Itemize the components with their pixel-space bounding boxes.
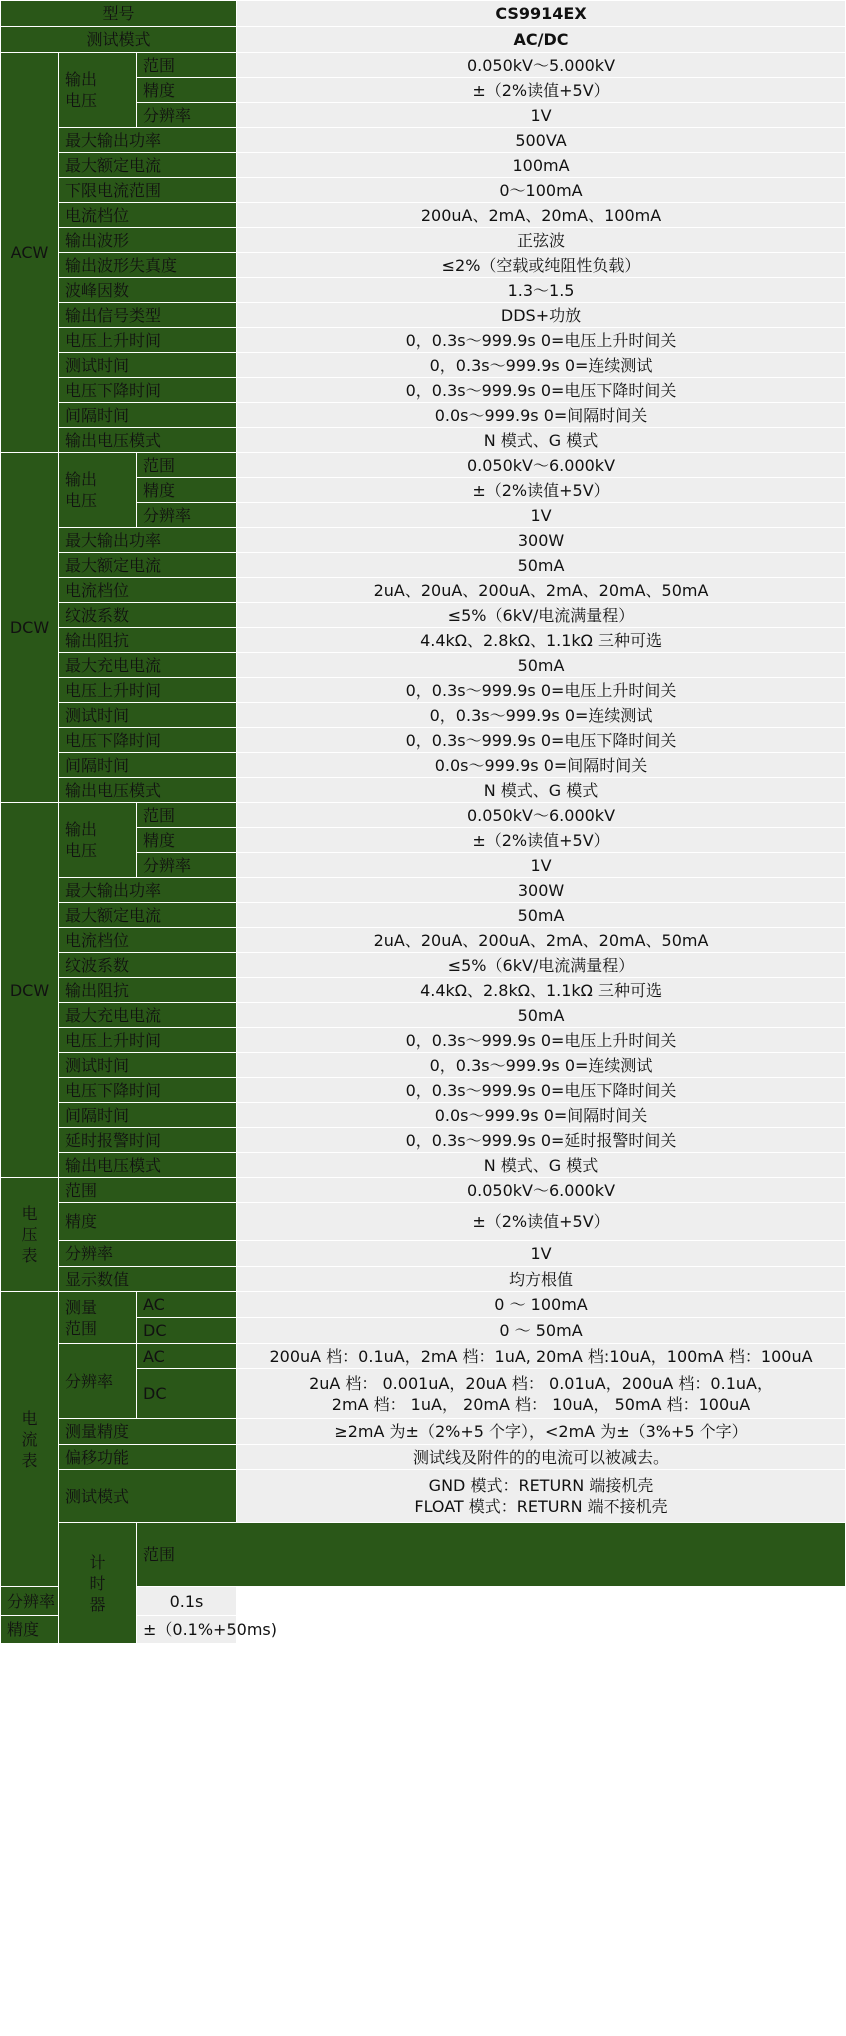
acw-row-value: 0.0s～999.9s 0=间隔时间关 xyxy=(237,403,846,428)
dcw-2-range-value: 0.050kV～6.000kV xyxy=(237,803,846,828)
ammeter-res-dc-value-line-1: 2uA 档： 0.001uA，20uA 档： 0.01uA，200uA 档：0.1uA， xyxy=(309,1373,773,1393)
dcw-1-row-label: 间隔时间 xyxy=(59,753,237,778)
table-row xyxy=(1,1267,846,1292)
table-row xyxy=(1,1203,846,1241)
table-row xyxy=(1,728,846,753)
dcw-1-row-label: 最大充电电流 xyxy=(59,653,237,678)
table-row xyxy=(1,803,846,828)
dcw-1-row-label: 测试时间 xyxy=(59,703,237,728)
acw-row-value: 500VA xyxy=(237,128,846,153)
acw-row-value: N 模式、G 模式 xyxy=(237,428,846,453)
table-row xyxy=(1,1587,846,1616)
acw-row-value: DDS+功放 xyxy=(237,303,846,328)
dcw-2-row-label: 测试时间 xyxy=(59,1053,237,1078)
acw-row-value: 0，0.3s～999.9s 0=电压下降时间关 xyxy=(237,378,846,403)
acw-row-value: 0，0.3s～999.9s 0=连续测试 xyxy=(237,353,846,378)
dcw-2-row-label: 电压下降时间 xyxy=(59,1078,237,1103)
table-row xyxy=(1,553,846,578)
acw-accuracy-label: 精度 xyxy=(137,78,237,103)
acw-row-label: 波峰因数 xyxy=(59,278,237,303)
dcw-1-resolution-value: 1V xyxy=(237,503,846,528)
timer-accuracy-value: ±（0.1%+50ms) xyxy=(137,1616,237,1644)
acw-row-label: 电压下降时间 xyxy=(59,378,237,403)
dcw-2-row-label: 纹波系数 xyxy=(59,953,237,978)
acw-row-label: 输出信号类型 xyxy=(59,303,237,328)
table-row xyxy=(1,1445,846,1470)
voltmeter-range-value: 0.050kV～6.000kV xyxy=(237,1178,846,1203)
acw-row-value: 1.3～1.5 xyxy=(237,278,846,303)
model-label: 型号 xyxy=(1,1,237,27)
voltmeter-section-label: 电 压 表 xyxy=(1,1178,59,1292)
dcw-2-row-value: 4.4kΩ、2.8kΩ、1.1kΩ 三种可选 xyxy=(237,978,846,1003)
table-row xyxy=(1,978,846,1003)
dcw-2-row-label: 电流档位 xyxy=(59,928,237,953)
voltmeter-range-label: 范围 xyxy=(59,1178,237,1203)
acw-row-value: ≤2%（空载或纯阻性负载） xyxy=(237,253,846,278)
dcw-1-row-label: 输出电压模式 xyxy=(59,778,237,803)
dcw-2-row-value: 0.0s～999.9s 0=间隔时间关 xyxy=(237,1103,846,1128)
table-row xyxy=(1,203,846,228)
ammeter-range-dc-label: DC xyxy=(137,1318,237,1344)
ammeter-test-mode-value-line-2: FLOAT 模式：RETURN 端不接机壳 xyxy=(414,1497,668,1516)
ammeter-res-dc-value xyxy=(237,1369,846,1419)
dcw-1-row-value: 4.4kΩ、2.8kΩ、1.1kΩ 三种可选 xyxy=(237,628,846,653)
ammeter-accuracy-label: 测量精度 xyxy=(59,1419,237,1445)
dcw-1-row-value: ≤5%（6kV/电流满量程） xyxy=(237,603,846,628)
table-row xyxy=(1,1028,846,1053)
dcw-1-resolution-label: 分辨率 xyxy=(137,503,237,528)
ammeter-res-ac-label: AC xyxy=(137,1344,237,1369)
voltmeter-display-value: 均方根值 xyxy=(237,1267,846,1292)
voltmeter-accuracy-label: 精度 xyxy=(59,1203,237,1241)
dcw-2-row-label: 输出阻抗 xyxy=(59,978,237,1003)
acw-row-label: 间隔时间 xyxy=(59,403,237,428)
dcw-2-row-label: 电压上升时间 xyxy=(59,1028,237,1053)
acw-resolution-label: 分辨率 xyxy=(137,103,237,128)
table-row xyxy=(1,228,846,253)
dcw-1-row-value: 0，0.3s～999.9s 0=连续测试 xyxy=(237,703,846,728)
dcw-1-row-value: 0，0.3s～999.9s 0=电压下降时间关 xyxy=(237,728,846,753)
dcw-1-row-value: 50mA xyxy=(237,653,846,678)
dcw-1-row-label: 最大额定电流 xyxy=(59,553,237,578)
dcw-1-row-value: 300W xyxy=(237,528,846,553)
dcw-2-accuracy-value: ±（2%读值+5V） xyxy=(237,828,846,853)
dcw-1-accuracy-value: ±（2%读值+5V） xyxy=(237,478,846,503)
dcw-1-row-value: 0，0.3s～999.9s 0=电压上升时间关 xyxy=(237,678,846,703)
ammeter-resolution-label: 分辨率 xyxy=(59,1344,137,1419)
acw-row-value: 100mA xyxy=(237,153,846,178)
table-row xyxy=(1,128,846,153)
dcw-2-row-value: 2uA、20uA、200uA、2mA、20mA、50mA xyxy=(237,928,846,953)
dcw-2-row-value: N 模式、G 模式 xyxy=(237,1153,846,1178)
dcw-2-row-label: 最大额定电流 xyxy=(59,903,237,928)
table-row xyxy=(1,1103,846,1128)
dcw-1-row-label: 输出阻抗 xyxy=(59,628,237,653)
dcw-2-row-value: 50mA xyxy=(237,1003,846,1028)
acw-output-voltage-label: 输出 电压 xyxy=(59,53,137,128)
table-row xyxy=(1,578,846,603)
dcw-2-resolution-value: 1V xyxy=(237,853,846,878)
dcw-2-output-voltage-label: 输出 电压 xyxy=(59,803,137,878)
dcw-1-row-value: 50mA xyxy=(237,553,846,578)
table-row xyxy=(1,428,846,453)
table-row xyxy=(1,528,846,553)
voltmeter-resolution-label: 分辨率 xyxy=(59,1241,237,1267)
dcw-1-row-label: 纹波系数 xyxy=(59,603,237,628)
table-row xyxy=(1,1078,846,1103)
acw-row-label: 输出波形失真度 xyxy=(59,253,237,278)
acw-row-label: 最大输出功率 xyxy=(59,128,237,153)
acw-section-label: ACW xyxy=(1,53,59,453)
acw-range-label: 范围 xyxy=(137,53,237,78)
acw-row-label: 测试时间 xyxy=(59,353,237,378)
dcw-1-row-value: 2uA、20uA、200uA、2mA、20mA、50mA xyxy=(237,578,846,603)
dcw-2-row-value: 0，0.3s～999.9s 0=电压上升时间关 xyxy=(237,1028,846,1053)
dcw-2-row-label: 延时报警时间 xyxy=(59,1128,237,1153)
table-row xyxy=(1,178,846,203)
acw-row-value: 正弦波 xyxy=(237,228,846,253)
acw-row-label: 最大额定电流 xyxy=(59,153,237,178)
ammeter-test-mode-label: 测试模式 xyxy=(59,1470,237,1523)
table-row xyxy=(1,153,846,178)
table-row xyxy=(1,328,846,353)
dcw-1-section-label: DCW xyxy=(1,453,59,803)
table-row xyxy=(1,253,846,278)
model-value: CS9914EX xyxy=(237,1,846,27)
table-row xyxy=(1,953,846,978)
table-row xyxy=(1,703,846,728)
dcw-1-row-value: 0.0s～999.9s 0=间隔时间关 xyxy=(237,753,846,778)
table-row xyxy=(1,878,846,903)
table-row xyxy=(1,753,846,778)
dcw-1-output-voltage-label: 输出 电压 xyxy=(59,453,137,528)
dcw-2-row-label: 间隔时间 xyxy=(59,1103,237,1128)
dcw-2-row-value: 0，0.3s～999.9s 0=电压下降时间关 xyxy=(237,1078,846,1103)
table-row xyxy=(1,1178,846,1203)
ammeter-range-dc-value: 0 ～ 50mA xyxy=(237,1318,846,1344)
ammeter-section-label: 电 流 表 xyxy=(1,1292,59,1587)
ammeter-res-dc-label: DC xyxy=(137,1369,237,1419)
dcw-1-row-label: 电压上升时间 xyxy=(59,678,237,703)
table-row xyxy=(1,928,846,953)
dcw-1-row-label: 电压下降时间 xyxy=(59,728,237,753)
dcw-1-row-value: N 模式、G 模式 xyxy=(237,778,846,803)
table-row xyxy=(1,1419,846,1445)
dcw-2-row-value: 50mA xyxy=(237,903,846,928)
dcw-2-range-label: 范围 xyxy=(137,803,237,828)
table-row xyxy=(1,1292,846,1318)
table-row xyxy=(1,1003,846,1028)
ammeter-res-ac-value: 200uA 档：0.1uA，2mA 档：1uA, 20mA 档:10uA，100mA 档：100uA xyxy=(237,1344,846,1369)
dcw-1-row-label: 电流档位 xyxy=(59,578,237,603)
table-row xyxy=(1,278,846,303)
table-row xyxy=(1,453,846,478)
mode-value: AC/DC xyxy=(237,27,846,53)
dcw-1-row-label: 最大输出功率 xyxy=(59,528,237,553)
ammeter-range-ac-label: AC xyxy=(137,1292,237,1318)
table-row xyxy=(1,678,846,703)
dcw-2-row-label: 最大输出功率 xyxy=(59,878,237,903)
dcw-2-row-value: 0，0.3s～999.9s 0=连续测试 xyxy=(237,1053,846,1078)
table-row xyxy=(1,1053,846,1078)
voltmeter-resolution-value: 1V xyxy=(237,1241,846,1267)
ammeter-offset-label: 偏移功能 xyxy=(59,1445,237,1470)
table-row xyxy=(1,378,846,403)
mode-label: 测试模式 xyxy=(1,27,237,53)
dcw-2-section-label: DCW xyxy=(1,803,59,1178)
table-row xyxy=(1,1470,846,1523)
table-row xyxy=(1,1153,846,1178)
dcw-2-row-value: 300W xyxy=(237,878,846,903)
table-row xyxy=(1,603,846,628)
dcw-2-row-label: 输出电压模式 xyxy=(59,1153,237,1178)
ammeter-accuracy-value: ≥2mA 为±（2%+5 个字），<2mA 为±（3%+5 个字） xyxy=(237,1419,846,1445)
ammeter-offset-value: 测试线及附件的的电流可以被减去。 xyxy=(237,1445,846,1470)
acw-row-value: 200uA、2mA、20mA、100mA xyxy=(237,203,846,228)
acw-row-label: 电流档位 xyxy=(59,203,237,228)
dcw-2-accuracy-label: 精度 xyxy=(137,828,237,853)
acw-row-value: 0～100mA xyxy=(237,178,846,203)
table-row xyxy=(1,1128,846,1153)
ammeter-range-ac-value: 0 ～ 100mA xyxy=(237,1292,846,1318)
table-row xyxy=(1,353,846,378)
timer-section-label: 计 时 器 xyxy=(59,1523,137,1644)
acw-row-label: 电压上升时间 xyxy=(59,328,237,353)
acw-range-value: 0.050kV～5.000kV xyxy=(237,53,846,78)
acw-accuracy-value: ±（2%读值+5V） xyxy=(237,78,846,103)
ammeter-res-dc-value-line-2: 2mA 档： 1uA， 20mA 档： 10uA， 50mA 档：100uA xyxy=(331,1394,751,1414)
dcw-2-row-value: 0，0.3s～999.9s 0=延时报警时间关 xyxy=(237,1128,846,1153)
table-row xyxy=(1,1523,846,1587)
voltmeter-display-label: 显示数值 xyxy=(59,1267,237,1292)
table-row xyxy=(1,778,846,803)
timer-range-label: 范围 xyxy=(137,1523,846,1587)
dcw-2-row-label: 最大充电电流 xyxy=(59,1003,237,1028)
table-row xyxy=(1,628,846,653)
table-row xyxy=(1,1241,846,1267)
dcw-1-accuracy-label: 精度 xyxy=(137,478,237,503)
acw-row-label: 输出电压模式 xyxy=(59,428,237,453)
table-row xyxy=(1,1,846,27)
timer-resolution-value: 0.1s xyxy=(137,1587,237,1616)
dcw-2-row-value: ≤5%（6kV/电流满量程） xyxy=(237,953,846,978)
voltmeter-accuracy-value: ±（2%读值+5V） xyxy=(237,1203,846,1241)
table-row xyxy=(1,653,846,678)
dcw-1-range-value: 0.050kV～6.000kV xyxy=(237,453,846,478)
acw-row-label: 下限电流范围 xyxy=(59,178,237,203)
dcw-2-resolution-label: 分辨率 xyxy=(137,853,237,878)
table-row xyxy=(1,1344,846,1369)
ammeter-test-mode-value-line-1: GND 模式：RETURN 端接机壳 xyxy=(428,1476,654,1495)
dcw-1-range-label: 范围 xyxy=(137,453,237,478)
table-row xyxy=(1,53,846,78)
ammeter-measure-range-label: 测量 范围 xyxy=(59,1292,137,1344)
acw-row-value: 0，0.3s～999.9s 0=电压上升时间关 xyxy=(237,328,846,353)
timer-resolution-label: 分辨率 xyxy=(1,1587,137,1616)
table-row xyxy=(1,303,846,328)
acw-resolution-value: 1V xyxy=(237,103,846,128)
acw-row-label: 输出波形 xyxy=(59,228,237,253)
table-row xyxy=(1,903,846,928)
table-row xyxy=(1,1616,846,1644)
table-row xyxy=(1,27,846,53)
timer-accuracy-label: 精度 xyxy=(1,1616,137,1644)
ammeter-test-mode-value xyxy=(237,1470,846,1523)
table-row xyxy=(1,403,846,428)
